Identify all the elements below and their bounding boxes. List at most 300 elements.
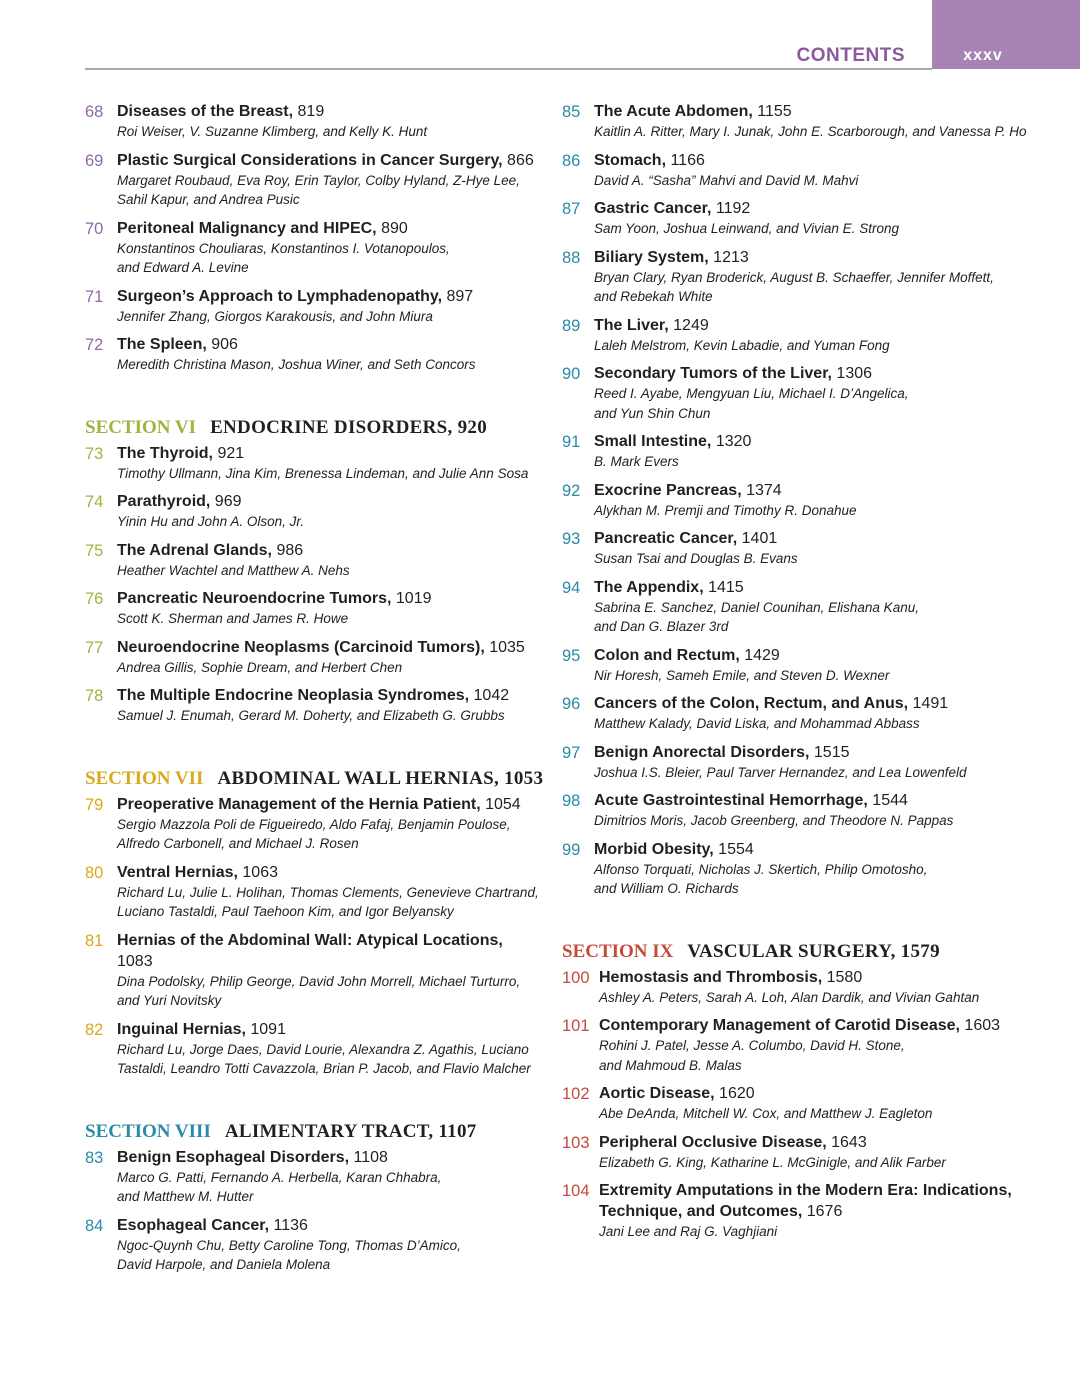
toc-entry [562,645,1032,686]
section-label: SECTION IX [562,940,674,962]
author-line: and Matthew M. Hutter [117,1189,254,1204]
chapter-number: 68 [85,103,104,121]
author-line: B. Mark Evers [594,454,679,469]
chapter-body [599,967,1032,1008]
chapter-number: 97 [562,743,581,762]
chapter-number: 69 [85,151,104,170]
chapter-body [594,742,1032,783]
author-line: Luciano Tastaldi, Paul Taehoon Kim, and Igor Belyansky [117,904,454,919]
toc-entry [562,528,1032,569]
chapter-title [117,334,540,355]
chapter-body [594,363,1032,423]
chapter-title-text: The Thyroid, [117,444,213,462]
chapter-body [599,1132,1032,1173]
section-heading [85,1121,540,1143]
author-line: and William O. Richards [594,881,739,896]
author-line: Roi Weiser, V. Suzanne Klimberg, and Kelly K. Hunt [117,124,428,139]
chapter-number: 82 [85,1020,104,1039]
chapter-title [594,528,1032,549]
chapter-title-text: Extremity Amputations in the Modern Era: Indications, Technique, and Outcomes, [599,1182,1012,1220]
chapter-page: 1544 [867,792,908,809]
chapter-title [599,1083,1032,1104]
chapter-title-text: The Adrenal Glands, [117,541,272,559]
author-line: Konstantinos Chouliaras, Konstantinos I. Votanopoulos, [117,240,450,256]
toc-entry [85,685,540,726]
chapter-title [594,480,1032,501]
author-line: Ngoc-Quynh Chu, Betty Caroline Tong, Thomas D’Amico, [117,1237,461,1253]
chapter-title [117,150,540,171]
chapter-authors [117,355,540,375]
toc-entry [562,480,1032,521]
toc-entry [85,218,540,278]
chapter-number: 70 [85,219,104,238]
chapter-title [117,1147,540,1168]
chapter-body [117,334,540,375]
author-line: Kaitlin A. Ritter, Mary I. Junak, John E. Scarborough, and Vanessa P. Ho [594,124,1027,139]
author-line: Andrea Gillis, Sophie Dream, and Herbert Chen [117,659,403,675]
chapter-body [117,101,540,142]
chapter-body [117,491,540,532]
chapter-body [594,150,1032,191]
chapter-number: 79 [85,795,104,814]
chapter-body [117,150,540,210]
chapter-title-text: Peripheral Occlusive Disease, [599,1133,827,1151]
author-line: David Harpole, and Daniela Molena [117,1257,331,1272]
chapter-title [117,588,540,609]
chapter-number: 89 [562,316,581,335]
chapter-body [594,577,1032,637]
chapter-title-text: Contemporary Management of Carotid Disease, [599,1017,960,1034]
chapter-number: 102 [562,1085,590,1103]
author-line: Alfredo Carbonell, and Michael J. Rosen [117,836,359,851]
chapter-authors [117,1236,540,1275]
chapter-number: 73 [85,444,104,463]
chapter-number: 72 [85,336,104,354]
section-label: SECTION VIII [85,1120,211,1142]
chapter-page: 1429 [739,646,780,664]
toc-entry [85,1019,540,1079]
chapter-authors [594,268,1032,307]
toc-entry [562,431,1032,472]
chapter-title-text: Parathyroid, [117,493,211,510]
chapter-page: 1620 [714,1085,755,1102]
toc-entry [562,198,1032,239]
chapter-authors [594,714,1032,734]
chapter-number: 81 [85,931,104,950]
chapter-authors [117,464,540,484]
chapter-title-text: Benign Esophageal Disorders, [117,1148,350,1166]
section-name: VASCULAR SURGERY, 1579 [687,940,940,962]
chapter-title [594,150,1032,171]
chapter-authors [117,1168,540,1207]
chapter-title-text: Pancreatic Cancer, [594,530,738,547]
toc-entry [562,577,1032,637]
toc-entry [562,315,1032,356]
toc-entry [85,540,540,581]
toc-entry [562,363,1032,423]
chapter-title-text: Plastic Surgical Considerations in Cancer Surgery, [117,151,503,169]
toc-entry [85,637,540,678]
chapter-authors [594,666,1032,686]
toc-entry [85,491,540,532]
chapter-body [594,645,1032,686]
chapter-body [599,1083,1032,1124]
left-column [85,101,544,1283]
section-label: SECTION VII [85,767,204,789]
chapter-title-text: Inguinal Hernias, [117,1020,246,1038]
chapter-page: 1063 [237,863,278,881]
author-line: Sam Yoon, Joshua Leinwand, and Vivian E. Strong [594,221,899,236]
chapter-authors [117,239,540,278]
chapter-page: 1515 [809,743,850,761]
chapter-page: 819 [293,103,325,120]
chapter-title [117,101,540,122]
chapter-title [594,198,1032,219]
chapter-body [594,528,1032,569]
chapter-number: 86 [562,151,581,170]
chapter-authors [117,706,540,726]
chapter-title-text: Acute Gastrointestinal Hemorrhage, [594,792,868,809]
toc-entry [85,588,540,629]
chapter-page: 986 [272,541,304,559]
chapter-title [117,1019,540,1040]
author-line: Yinin Hu and John A. Olson, Jr. [117,514,305,529]
chapter-page: 1083 [117,952,153,970]
toc-entry [562,693,1032,734]
chapter-page: 1306 [831,365,873,382]
chapter-page: 1249 [668,316,709,334]
author-line: Timothy Ullmann, Jina Kim, Brenessa Lindeman, and Julie Ann Sosa [117,465,529,481]
chapter-authors [117,883,540,922]
chapter-body [117,1019,540,1079]
chapter-title [594,315,1032,336]
author-line: Rohini J. Patel, Jesse A. Columbo, David H. Stone, [599,1038,905,1053]
toc-entry [85,101,540,142]
author-line: Samuel J. Enumah, Gerard M. Doherty, and Elizabeth G. Grubbs [117,708,505,723]
chapter-title [117,286,540,307]
chapter-title-text: Hernias of the Abdominal Wall: Atypical Locations, [117,931,503,949]
section-name: ALIMENTARY TRACT, 1107 [224,1120,477,1142]
toc-entry [85,930,540,1011]
chapter-number: 98 [562,792,581,810]
chapter-title-text: The Appendix, [594,578,704,596]
toc-entry [562,247,1032,307]
toc-entry [85,150,540,210]
author-line: Alfonso Torquati, Nicholas J. Skertich, Philip Omotosho, [594,861,928,877]
author-line: Susan Tsai and Douglas B. Evans [594,551,798,566]
chapter-body [599,1015,1032,1075]
chapter-page: 1320 [711,433,752,450]
chapter-authors [117,307,540,327]
author-line: Jennifer Zhang, Giorgos Karakousis, and John Miura [117,308,433,324]
toc-entry [85,794,540,854]
chapter-authors [117,972,540,1011]
author-line: Margaret Roubaud, Eva Roy, Erin Taylor, Colby Hyland, Z-Hye Lee, [117,172,520,188]
chapter-page: 1035 [484,638,525,656]
page-number: xxxv [963,47,1003,64]
chapter-title-text: Aortic Disease, [599,1085,715,1102]
section-name: ENDOCRINE DISORDERS, 920 [210,416,488,438]
chapter-title-text: Colon and Rectum, [594,646,740,664]
chapter-title-text: Neuroendocrine Neoplasms (Carcinoid Tumors), [117,638,485,656]
chapter-title [117,685,540,706]
chapter-page: 1580 [822,968,863,986]
chapter-number: 74 [85,493,104,511]
chapter-number: 95 [562,646,581,665]
author-line: and Mahmoud B. Malas [599,1057,742,1073]
chapter-page: 1192 [711,200,751,217]
toc-entry [85,862,540,922]
chapter-body [117,1215,540,1275]
chapter-authors [599,1153,1032,1173]
chapter-title [117,637,540,658]
chapter-body [594,790,1032,831]
chapter-authors [599,1104,1032,1124]
chapter-number: 75 [85,541,104,560]
chapter-title-text: Ventral Hernias, [117,863,238,881]
chapter-title-text: Cancers of the Colon, Rectum, and Anus, [594,695,909,712]
chapter-authors [594,811,1032,831]
chapter-page: 1603 [959,1017,1001,1034]
chapter-title-text: Pancreatic Neuroendocrine Tumors, [117,590,392,607]
chapter-body [117,588,540,629]
chapter-number: 91 [562,433,581,451]
author-line: Sergio Mazzola Poli de Figueiredo, Aldo Fafaj, Benjamin Poulose, [117,816,511,832]
chapter-title-text: Biliary System, [594,248,709,266]
chapter-page: 1401 [737,530,778,547]
chapter-authors [594,598,1032,637]
author-line: Sahil Kapur, and Andrea Pusic [117,192,300,207]
author-line: Alykhan M. Premji and Timothy R. Donahue [594,502,857,518]
chapter-page: 906 [206,336,238,353]
chapter-number: 85 [562,103,581,121]
author-line: and Yun Shin Chun [594,405,711,421]
toc-entry [85,1147,540,1207]
author-line: Tastaldi, Leandro Totti Cavazzola, Brian P. Jacob, and Flavio Malcher [117,1061,531,1076]
chapter-title-text: Gastric Cancer, [594,200,712,217]
chapter-title [117,794,540,815]
header-divider [85,68,932,70]
chapter-authors [594,336,1032,356]
chapter-number: 80 [85,863,104,882]
chapter-number: 87 [562,200,581,218]
chapter-number: 88 [562,248,581,267]
chapter-page: 1554 [713,840,754,858]
chapter-title [599,1015,1032,1036]
chapter-page: 1676 [802,1203,843,1220]
chapter-body [117,637,540,678]
chapter-body [117,794,540,854]
chapter-title [599,1132,1032,1153]
chapter-authors [594,763,1032,783]
author-line: Richard Lu, Jorge Daes, David Lourie, Alexandra Z. Agathis, Luciano [117,1041,529,1057]
chapter-title-text: Surgeon’s Approach to Lymphadenopathy, [117,287,443,305]
chapter-title-text: The Acute Abdomen, [594,103,753,120]
author-line: Bryan Clary, Ryan Broderick, August B. Schaeffer, Jennifer Moffett, [594,269,994,285]
chapter-authors [117,1040,540,1079]
chapter-authors [599,988,1032,1008]
author-line: Laleh Melstrom, Kevin Labadie, and Yuman Fong [594,337,890,353]
chapter-title [594,693,1032,714]
chapter-number: 83 [85,1148,104,1167]
toc-entry [562,967,1032,1008]
chapter-title-text: Exocrine Pancreas, [594,481,742,499]
author-line: and Edward A. Levine [117,260,249,275]
chapter-authors [594,860,1032,899]
chapter-body [117,218,540,278]
chapter-body [594,693,1032,734]
chapter-authors [594,384,1032,423]
toc-entry [85,334,540,375]
chapter-authors [594,501,1032,521]
chapter-title-text: Diseases of the Breast, [117,103,294,120]
chapter-page: 1019 [391,590,432,607]
author-line: Nir Horesh, Sameh Emile, and Steven D. Wexner [594,667,890,683]
chapter-title [594,101,1032,122]
chapter-title-text: Stomach, [594,151,667,169]
chapter-number: 77 [85,638,104,657]
chapter-title-text: Peritoneal Malignancy and HIPEC, [117,219,377,237]
chapter-authors [594,549,1032,569]
chapter-authors [117,815,540,854]
chapter-number: 101 [562,1017,590,1035]
author-line: Abe DeAnda, Mitchell W. Cox, and Matthew J. Eagleton [599,1106,933,1121]
chapter-body [594,101,1032,142]
chapter-page: 1155 [752,103,792,120]
chapter-number: 78 [85,687,104,705]
toc-entry [562,1180,1032,1242]
chapter-title-text: Small Intestine, [594,433,712,450]
chapter-body [117,1147,540,1207]
chapter-body [594,247,1032,307]
chapter-authors [594,219,1032,239]
chapter-title [594,742,1032,763]
chapter-title-text: Secondary Tumors of the Liver, [594,365,832,382]
chapter-number: 99 [562,840,581,859]
chapter-title [117,1215,540,1236]
chapter-page: 897 [442,287,474,305]
chapter-body [594,431,1032,472]
chapter-body [117,286,540,327]
chapter-page: 1042 [469,687,510,704]
section-heading [562,941,1032,963]
chapter-body [117,930,540,1011]
chapter-authors [599,1222,1032,1242]
chapter-page: 1643 [826,1133,867,1151]
chapter-body [594,198,1032,239]
chapter-number: 90 [562,365,581,383]
chapter-body [594,315,1032,356]
chapter-page: 1415 [703,578,744,596]
chapter-title [594,363,1032,384]
section-label: SECTION VI [85,416,197,438]
author-line: Dimitrios Moris, Jacob Greenberg, and Theodore N. Pappas [594,813,954,828]
toc-entry [85,286,540,327]
chapter-page: 1166 [666,151,705,169]
chapter-body [599,1180,1032,1242]
chapter-title-text: Hemostasis and Thrombosis, [599,968,823,986]
chapter-body [594,839,1032,899]
chapter-page: 1054 [480,795,521,813]
toc-entry [562,790,1032,831]
chapter-authors [594,171,1032,191]
chapter-body [117,540,540,581]
toc-entry [85,1215,540,1275]
chapter-title [117,930,540,972]
author-line: Jani Lee and Raj G. Vaghjiani [599,1224,778,1239]
author-line: Marco G. Patti, Fernando A. Herbella, Karan Chhabra, [117,1169,442,1185]
toc-entry [562,1015,1032,1075]
chapter-authors [117,512,540,532]
chapter-title [594,431,1032,452]
chapter-title [594,839,1032,860]
chapter-number: 76 [85,590,104,608]
toc-entry [85,443,540,484]
author-line: Dina Podolsky, Philip George, David John Morrell, Michael Turturro, [117,973,521,989]
toc-entry [562,839,1032,899]
chapter-page: 1136 [269,1216,308,1234]
chapter-page: 866 [502,151,534,169]
chapter-page: 969 [210,493,242,510]
chapter-title [117,862,540,883]
author-line: Sabrina E. Sanchez, Daniel Counihan, Elishana Kanu, [594,599,919,615]
author-line: Matthew Kalady, David Liska, and Mohammad Abbass [594,716,920,731]
chapter-authors [594,122,1032,142]
chapter-title [117,540,540,561]
chapter-authors [117,122,540,142]
author-line: Reed I. Ayabe, Mengyuan Liu, Michael I. D’Angelica, [594,386,909,401]
author-line: and Rebekah White [594,289,713,304]
toc-entry [562,150,1032,191]
chapter-body [117,685,540,726]
chapter-body [117,443,540,484]
chapter-authors [117,561,540,581]
chapter-title-text: The Spleen, [117,336,207,353]
chapter-title [594,790,1032,811]
toc-entry [562,1083,1032,1124]
chapter-title-text: Benign Anorectal Disorders, [594,743,810,761]
chapter-number: 100 [562,968,590,987]
chapter-number: 84 [85,1216,104,1235]
chapter-body [594,480,1032,521]
page-title: CONTENTS [796,45,905,66]
chapter-authors [599,1036,1032,1075]
chapter-title [117,443,540,464]
chapter-title [599,967,1032,988]
author-line: and Yuri Novitsky [117,993,222,1008]
author-line: Ashley A. Peters, Sarah A. Loh, Alan Dardik, and Vivian Gahtan [599,989,980,1005]
chapter-page: 1374 [741,481,782,499]
chapter-number: 96 [562,695,581,713]
toc-entry [562,1132,1032,1173]
chapter-page: 1491 [908,695,949,712]
chapter-title-text: The Liver, [594,316,669,334]
chapter-page: 921 [213,444,245,462]
right-column [562,101,1032,1250]
author-line: Scott K. Sherman and James R. Howe [117,611,349,626]
chapter-page: 1091 [245,1020,286,1038]
chapter-title [117,218,540,239]
chapter-title-text: Esophageal Cancer, [117,1216,270,1234]
chapter-title-text: The Multiple Endocrine Neoplasia Syndromes, [117,687,470,704]
chapter-number: 71 [85,287,104,306]
author-line: Elizabeth G. King, Katharine L. McGinigle, and Alik Farber [599,1154,946,1170]
chapter-title [599,1180,1032,1222]
chapter-title [594,577,1032,598]
author-line: David A. “Sasha” Mahvi and David M. Mahvi [594,172,859,188]
chapter-page: 890 [376,219,408,237]
chapter-number: 94 [562,578,581,597]
